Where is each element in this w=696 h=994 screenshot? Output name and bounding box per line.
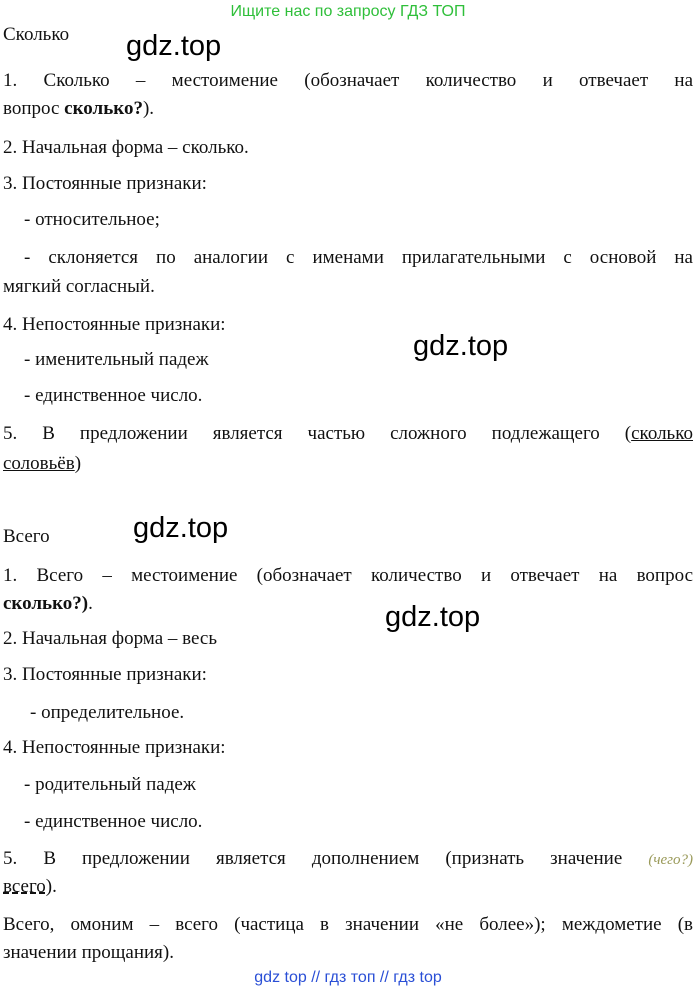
bold-term: сколько?) bbox=[3, 593, 89, 614]
list-item: - единственное число. bbox=[24, 385, 203, 406]
underlined-subject: соловьёв bbox=[3, 453, 75, 474]
search-hint[interactable]: Ищите нас по запросу ГДЗ ТОП bbox=[230, 3, 466, 20]
watermark: gdz.top bbox=[126, 30, 222, 62]
underlined-subject: сколько bbox=[631, 423, 693, 444]
paragraph: 1. Всего – местоимение (обозначает количество и отвечает на вопрос bbox=[3, 565, 693, 586]
paragraph: 4. Непостоянные признаки: bbox=[3, 314, 226, 335]
section-title: Сколько bbox=[3, 24, 70, 45]
paragraph: 3. Постоянные признаки: bbox=[3, 173, 207, 194]
footer-links[interactable]: gdz top // гдз топ // гдз top bbox=[254, 969, 442, 986]
paragraph: сколько?). bbox=[3, 593, 93, 614]
watermark: gdz.top bbox=[133, 512, 229, 544]
dashed-object: всего bbox=[3, 876, 46, 897]
list-item: - относительное; bbox=[24, 209, 160, 230]
list-item: - единственное число. bbox=[24, 811, 203, 832]
paragraph: всего). bbox=[3, 876, 57, 897]
paragraph: значении прощания). bbox=[3, 942, 174, 963]
paragraph: 2. Начальная форма – сколько. bbox=[3, 137, 249, 158]
list-item: мягкий согласный. bbox=[3, 276, 155, 297]
paragraph: 3. Постоянные признаки: bbox=[3, 664, 207, 685]
paragraph: 5. В предложении является дополнением (признать значение (чего?) bbox=[3, 848, 693, 869]
bold-term: сколько? bbox=[64, 98, 143, 119]
list-item: - определительное. bbox=[30, 702, 185, 723]
list-item: - именительный падеж bbox=[24, 349, 209, 370]
paragraph: 2. Начальная форма – весь bbox=[3, 628, 218, 649]
paragraph: 4. Непостоянные признаки: bbox=[3, 737, 226, 758]
paragraph: Всего, омоним – всего (частица в значении «не более»); междометие (в bbox=[3, 914, 693, 935]
question-annotation: (чего?) bbox=[648, 852, 693, 868]
watermark: gdz.top bbox=[413, 330, 509, 362]
list-item: - родительный падеж bbox=[24, 774, 196, 795]
watermark: gdz.top bbox=[385, 601, 481, 633]
section-title: Всего bbox=[3, 526, 50, 547]
paragraph: соловьёв) bbox=[3, 453, 82, 474]
list-item: - склоняется по аналогии с именами прилагательными с основой на bbox=[24, 247, 693, 268]
paragraph: вопрос сколько?). bbox=[3, 98, 155, 119]
paragraph: 5. В предложении является частью сложного подлежащего (сколько bbox=[3, 423, 693, 444]
paragraph: 1. Сколько – местоимение (обозначает количество и отвечает на bbox=[3, 70, 693, 91]
